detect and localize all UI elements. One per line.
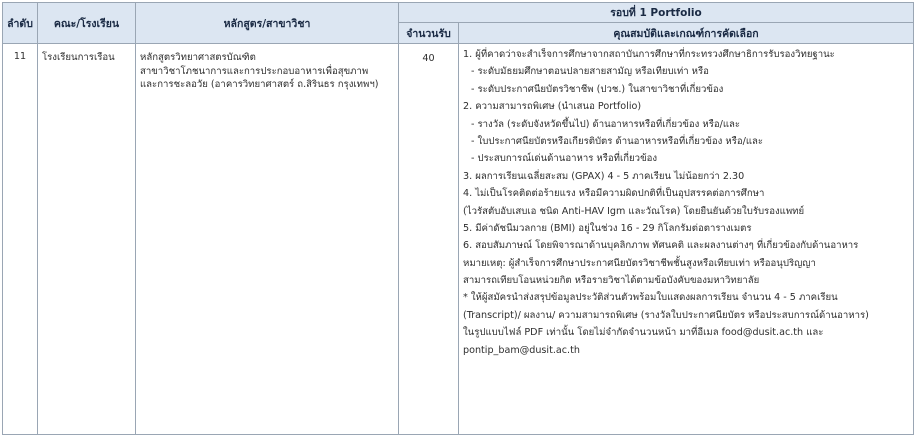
criteria-line: - รางวัล (ระดับจังหวัดขึ้นไป) ด้านอาหารหรือที่เกี่ยวข้อง หรือ/และ <box>471 118 741 130</box>
criteria-line: 1. ผู้ที่คาดว่าจะสำเร็จการศึกษาจากสถาบันการศึกษาที่กระทรวงศึกษาธิการรับรองวิทยฐานะ <box>463 49 835 60</box>
header-order: ลำดับ <box>3 3 38 44</box>
criteria-line: 4. ไม่เป็นโรคติดต่อร้ายแรง หรือมีความผิดปกติที่เป็นอุปสรรคต่อการศึกษา <box>463 188 765 200</box>
criteria-line: pontip_bam@dusit.ac.th <box>463 344 580 356</box>
admission-table-container <box>2 2 913 435</box>
cell-faculty: โรงเรียนการเรือน <box>38 44 136 435</box>
cell-criteria <box>459 44 914 435</box>
program-line: สาขาวิชาโภชนาการและการประกอบอาหารเพื่อสุขภาพ <box>140 65 369 77</box>
criteria-line: ในรูปแบบไฟล์ PDF เท่านั้น โดยไม่จำกัดจำนวนหน้า มาที่อีเมล food@dusit.ac.th และ <box>463 327 824 339</box>
header-program: หลักสูตร/สาขาวิชา <box>136 3 399 44</box>
criteria-line: 3. ผลการเรียนเฉลี่ยสะสม (GPAX) 4 - 5 ภาคเรียน ไม่น้อยกว่า 2.30 <box>463 170 745 182</box>
criteria-line: - ระดับมัธยมศึกษาตอนปลายสายสามัญ หรือเทียบเท่า หรือ <box>471 66 709 78</box>
criteria-line: หมายเหตุ: ผู้สำเร็จการศึกษาประกาศนียบัตรวิชาชีพชั้นสูงหรือเทียบเท่า หรืออนุปริญญา <box>463 257 816 269</box>
criteria-line: * ให้ผู้สมัครนำส่งสรุปข้อมูลประวัติส่วนตัวพร้อมใบแสดงผลการเรียน จำนวน 4 - 5 ภาคเรียน <box>463 292 838 304</box>
criteria-line: 5. มีค่าดัชนีมวลกาย (BMI) อยู่ในช่วง 16 - 29 กิโลกรัมต่อตารางเมตร <box>463 222 752 234</box>
criteria-line: (ไวรัสตับอับเสบเอ ชนิด Anti-HAV Igm และวัณโรค) โดยยืนยันด้วยใบรับรองแพทย์ <box>463 205 805 217</box>
program-line: หลักสูตรวิทยาศาสตรบัณฑิต <box>140 52 256 63</box>
header-faculty: คณะ/โรงเรียน <box>38 3 136 44</box>
admission-table <box>2 2 914 435</box>
header-quota: จำนวนรับ <box>399 23 459 44</box>
criteria-line: - ประสบการณ์เด่นด้านอาหาร หรือที่เกี่ยวข้อง <box>471 153 658 165</box>
criteria-line: (Transcript)/ ผลงาน/ ความสามารถพิเศษ (รางวัลใบประกาศนียบัตร หรือประสบการณ์ด้านอาหาร) <box>463 309 869 321</box>
cell-program <box>136 44 399 435</box>
program-line: และการชะลอวัย (อาคารวิทยาศาสตร์ ถ.สิรินธร กรุงเทพฯ) <box>140 79 379 90</box>
criteria-line: 2. ความสามารถพิเศษ (นำเสนอ Portfolio) <box>463 101 642 113</box>
table-row <box>3 44 914 435</box>
cell-order: 11 <box>3 44 38 435</box>
criteria-line: - ระดับประกาศนียบัตรวิชาชีพ (ปวช.) ในสาขาวิชาที่เกี่ยวข้อง <box>471 83 724 95</box>
criteria-line: สามารถเทียบโอนหน่วยกิต หรือรายวิชาได้ตามข้อบังคับของมหาวิทยาลัย <box>463 275 760 287</box>
header-criteria: คุณสมบัติและเกณฑ์การคัดเลือก <box>459 23 914 44</box>
header-round: รอบที่ 1 Portfolio <box>399 3 914 23</box>
criteria-line: - ใบประกาศนียบัตรหรือเกียรติบัตร ด้านอาหารหรือที่เกี่ยวข้อง หรือ/และ <box>471 135 764 147</box>
criteria-line: 6. สอบสัมภาษณ์ โดยพิจารณาด้านบุคลิกภาพ ทัศนคติ และผลงานต่างๆ ที่เกี่ยวข้องกับด้านอาหาร <box>463 240 859 252</box>
cell-quota: 40 <box>399 44 459 435</box>
